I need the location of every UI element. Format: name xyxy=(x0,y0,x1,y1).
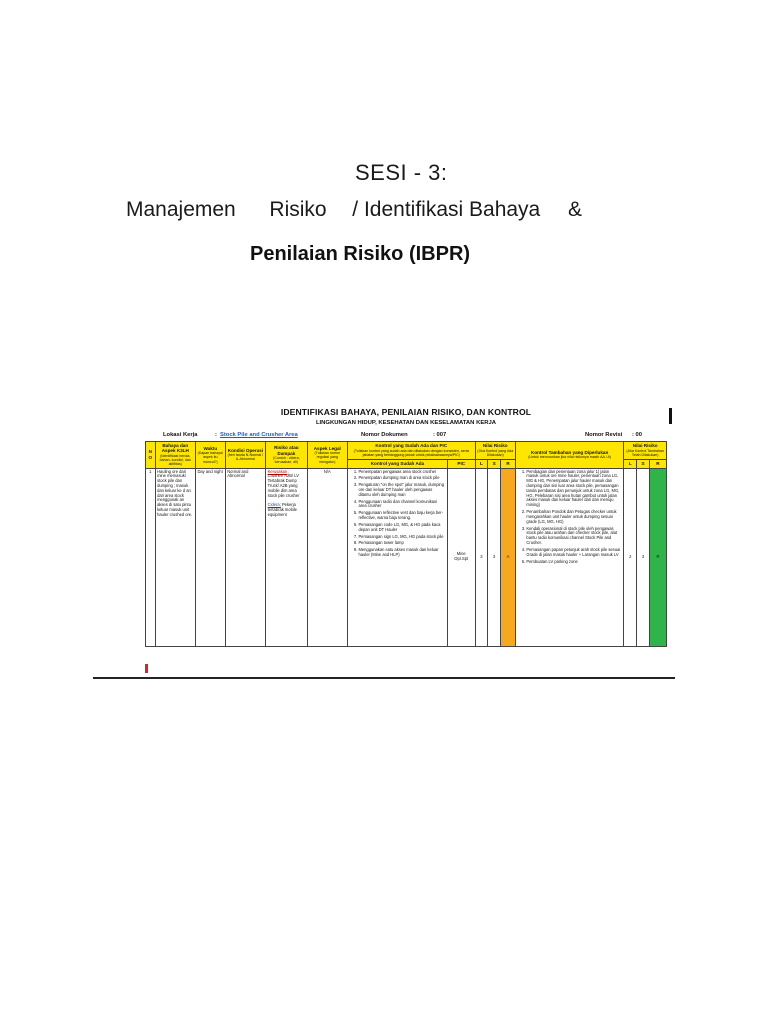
lokasi-label: Lokasi Kerja xyxy=(163,432,198,438)
revisi-value: : 00 xyxy=(632,432,642,438)
slide-bottom-border xyxy=(93,677,675,679)
cell-no: 1 xyxy=(146,468,156,646)
list-item: 2. Penambahan Pondok dan Petugas checker untuk mengarahkan unit hauler untuk dumping sesuai grade (LG, MG, HG) xyxy=(526,510,621,524)
header-bahaya: Bahaya dan Aspek K3LH (Identifikasi benda, bahan, kondisi, dan aktifitas) xyxy=(155,442,195,469)
header-pic: PIC xyxy=(447,459,475,468)
cell-kontrol-tambahan xyxy=(515,468,623,646)
header-nilai-risiko: Nilai Risiko (Jika Kontrol yang Ada Dilakukan) xyxy=(475,442,515,460)
list-item: 2. Penempatan dumping man di area stock pile xyxy=(358,476,445,481)
cell-pic: Mine Opr.Spt xyxy=(447,468,475,646)
header-nilai-risiko-2: Nilai Risiko (Jika Kontrol Tambahan Telah Dilakukan) xyxy=(624,442,667,460)
scan-artifact xyxy=(669,408,672,424)
list-item: 4. Penggunaan radio dan channel komunikasi area crusher xyxy=(358,500,445,510)
list-item: 5. Pembuatan LV parking zone xyxy=(526,560,621,565)
cell-s2: 3 xyxy=(637,468,650,646)
title-word: & xyxy=(567,198,582,221)
header-kondisi: Kondisi Operasi (beri tanda N-Normal / A-Abnormal xyxy=(225,442,265,469)
cell-l: 3 xyxy=(475,468,488,646)
red-mark xyxy=(145,664,148,673)
list-item: 6. Pemasangan code LG, MG, & HG pada kaca depan unit DT Hauler xyxy=(358,523,445,533)
slide-subtitle: Penilaian Risiko (IBPR) xyxy=(250,243,471,265)
list-item: 8. Pemasangan tower lamp xyxy=(358,541,445,546)
list-item: 3. Kendali operasional di stock pile oleh pengawas stock pile atau arahan dari checker stock pile, alat bantu radio komunikasi channel Stock Pile and Crusher. xyxy=(526,527,621,546)
cell-bahaya: Hauling ore dari mine memasuki stock pile dan dumping ; masuk dan keluar ke d an dari area stock menggunak an akses di satu pintu keluar masuk unit hauler crushed ore. xyxy=(155,468,195,646)
cell-l2: 2 xyxy=(624,468,637,646)
cell-risiko xyxy=(266,468,307,646)
title-word: Risiko xyxy=(269,198,327,221)
cell-r2: R xyxy=(649,468,666,646)
cell-waktu: Day and night xyxy=(195,468,225,646)
table-row xyxy=(146,468,667,646)
ibpr-table xyxy=(145,441,667,647)
title-word: Manajemen xyxy=(126,198,236,221)
dokumen-value: : 007 xyxy=(433,432,447,438)
header-kontrol-ada: Kontrol yang Sudah Ada dan PIC (Tuliskan kontrol yang sudah ada dan dilakukan dengan konsisten, serta jabatan yang bertanggung jawab untuk pelaksanaannya/PIC) xyxy=(347,442,475,460)
header-l2: L xyxy=(624,459,637,468)
ibpr-form xyxy=(145,405,667,647)
list-item: 3. Pengaturan "on the spot" jalur masuk, dumping ore dan keluar DT hauler oleh pengawas ditantu oleh dumping man xyxy=(358,483,445,497)
lokasi-value: Stock Pile and Crusher Area xyxy=(220,432,298,438)
header-r: R xyxy=(501,459,516,468)
cell-kondisi: Normal and Abnormal xyxy=(225,468,265,646)
header-no: N O xyxy=(146,442,156,469)
cell-s: 3 xyxy=(488,468,501,646)
risiko-cidera: Cidera; xyxy=(267,502,281,508)
header-risiko: Risiko atau Dampak (Contoh : cidera, kerusakan, dll) xyxy=(266,442,307,469)
title-word: / Identifikasi Bahaya xyxy=(352,198,541,221)
dokumen-label: Nomor Dokumen xyxy=(361,432,408,438)
header-waktu: Waktu (Kapan bahaya/ aspek itu muncul?) xyxy=(195,442,225,469)
risiko-cidera-detail: Pekerja tertabrak mobile equipment xyxy=(267,502,297,517)
list-item: 9. Menggunakan satu akses masuk dan keluar hauler (Mine and HLP) xyxy=(358,548,445,558)
risiko-kerusakan-detail: ; Crusher/ A2B/ LV Tertabrak Dump Truck/ A2B yang mobile dim area stock pile crusher xyxy=(267,468,300,498)
risiko-kerusakan: Kerusakan xyxy=(267,468,288,474)
list-item: 5. Penggunaan reflective vest dan baju kerja ber-reflective, warna baju terang. xyxy=(358,511,445,521)
header-r2: R xyxy=(649,459,666,468)
cell-kontrol-ada xyxy=(347,468,447,646)
slide-title xyxy=(126,198,646,222)
header-s: S xyxy=(488,459,501,468)
list-item: 1. Pembagian dan penentuan zona jalur 1) jalan masuk untuk ore mine hauler, penentuan zona LG, MG & HG, Penempatan jalur hauler masuk dan dumping dari sisi luar area stock pile, pemasangan tanda pembatas dan penunjuk untuk zona LG, MG, HG, Pelebaran sisi area hutan gambut untuk jalan akses masuk dan keluar hauler dari dan menuju mining) xyxy=(526,470,621,509)
form-subtitle: LINGKUNGAN HIDUP, KESEHATAN DAN KESELAMATAN KERJA xyxy=(315,420,497,426)
form-meta: Lokasi Kerja : Stock Pile and Crusher Area Nomor Dokumen : 007 Nomor Revisi : 00 xyxy=(163,432,642,438)
list-item: 7. Pemasangan sign LG, MG, HG pada stock pile xyxy=(358,535,445,540)
header-l: L xyxy=(475,459,488,468)
form-title: IDENTIFIKASI BAHAYA, PENILAIAN RISIKO, DAN KONTROL xyxy=(280,407,532,417)
list-item: 1. Penempatan pengawas area stock crusher xyxy=(358,470,445,475)
cell-aspek: N/A xyxy=(307,468,347,646)
session-label: SESI - 3: xyxy=(355,160,448,185)
list-item: 4. Pemasangan papan petunjuk arah stock pile sesuai Grade di jalan masuk hauler + Larangan masuk LV xyxy=(526,548,621,558)
header-s2: S xyxy=(637,459,650,468)
header-aspek: Aspek Legal (Tuliskan nomor regulasi yang mengatur) xyxy=(307,442,347,469)
revisi-label: Nomor Revisi xyxy=(585,432,623,438)
header-kontrol-tambahan: Kontrol Tambahan yang Diperlukan (Untuk menurunkan jika nilai risikonya masih AA / A) xyxy=(515,442,623,469)
header-kontrol-ada-col: Kontrol yang Sudah Ada xyxy=(347,459,447,468)
cell-r: A xyxy=(501,468,516,646)
